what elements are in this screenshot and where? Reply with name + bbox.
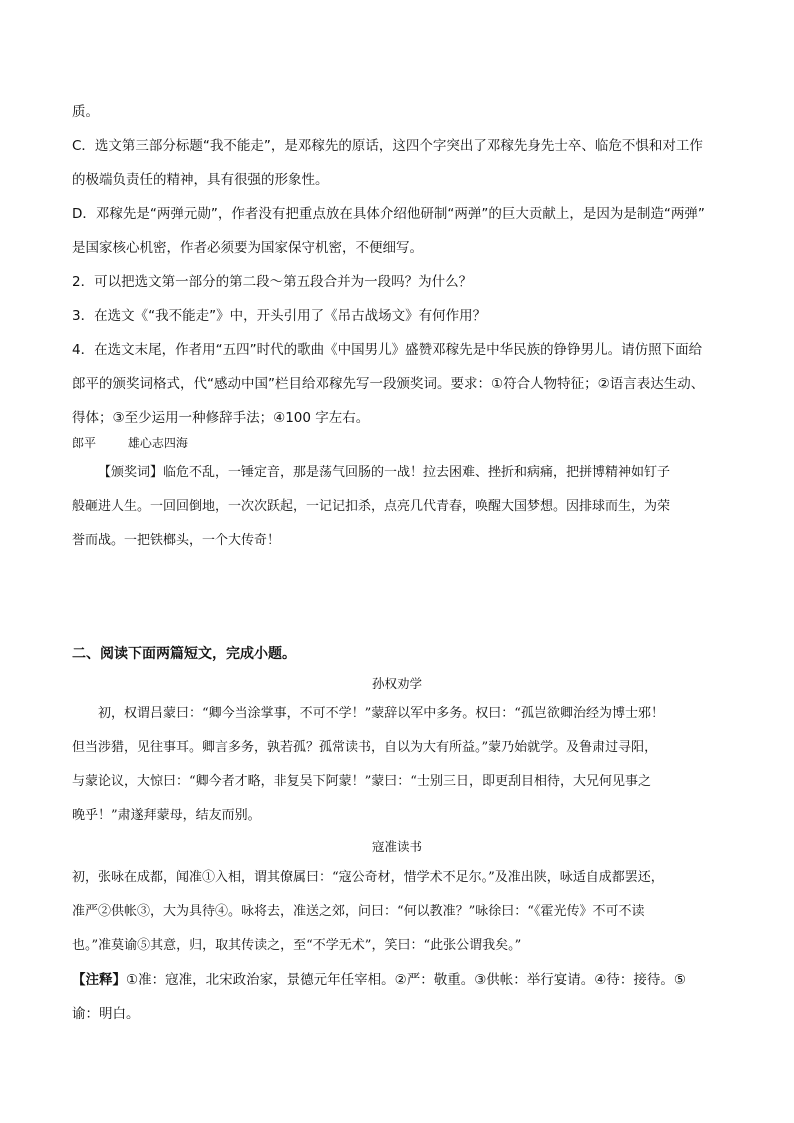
text-line: 质。 xyxy=(72,104,99,120)
notes-line-1 xyxy=(72,963,722,997)
option-c-line-2: 的极端负责任的精神，具有很强的形象性。 xyxy=(72,172,329,188)
question-2: 2．可以把选文第一部分的第二段～第五段合并为一段吗？为什么？ xyxy=(72,274,473,290)
section-2 xyxy=(72,637,722,1031)
notes-line-2: 谕：明白。 xyxy=(72,1006,140,1022)
question-4-line-2: 郎平的颁奖词格式，代“感动中国”栏目给邓稼先写一段颁奖词。要求：①符合人物特征；②语言表达生动、 xyxy=(72,376,705,392)
text2-line-2: 准严②供帐③，大为具待④。咏将去，准送之郊，问曰：“何以教准？”咏徐曰：“《霍光传》不可不读 xyxy=(72,904,645,919)
award-name: 郎平 xyxy=(72,436,97,450)
option-d-line-2: 是国家核心机密，作者必须要为国家保守机密，不便细写。 xyxy=(72,240,423,256)
award-block xyxy=(72,430,722,558)
text2-line-1: 初，张咏在成都，闻准①入相，谓其僚属曰：“寇公奇材，惜学术不足尔。”及准出陕，咏适自成都罢还， xyxy=(72,870,664,885)
award-line-3: 誉而战。一把铁榔头，一个大传奇！ xyxy=(72,533,281,548)
text1-title: 孙权劝学 xyxy=(371,676,422,691)
text1-line-1: 初，权谓吕蒙曰：“卿今当涂掌事，不可不学！”蒙辞以军中多务。权曰：“孤岂欲卿治经为博士邪！ xyxy=(98,706,664,721)
option-d-line-1: D．邓稼先是“两弹元勋”，作者没有把重点放在具体介绍他研制“两弹”的巨大贡献上，是因为是制造“两弹” xyxy=(72,206,705,222)
option-c-line-1: C．选文第三部分标题“我不能走”，是邓稼先的原话，这四个字突出了邓稼先身先士卒、临危不惧和对工作 xyxy=(72,138,703,154)
text1-line-4: 晚乎！”肃遂拜蒙母，结友而别。 xyxy=(72,808,261,823)
text1-line-2: 但当涉猎，见往事耳。卿言多务，孰若孤？孤常读书，自以为大有所益。”蒙乃始就学。及鲁肃过寻阳， xyxy=(72,740,658,755)
text2-line-3: 也。”准莫谕⑤其意，归，取其传读之，至“不学无术”，笑曰：“此张公谓我矣。” xyxy=(72,938,522,953)
award-heading xyxy=(72,430,722,456)
award-line-2: 般砸进人生。一回回倒地，一次次跃起，一记记扣杀，点亮几代青春，唤醒大国梦想。因排球而生，为荣 xyxy=(72,499,671,514)
section-heading: 二、阅读下面两篇短文，完成小题。 xyxy=(72,646,296,662)
award-title: 雄心志四海 xyxy=(127,436,188,450)
text1-line-3: 与蒙论议，大惊曰：“卿今者才略，非复吴下阿蒙！”蒙曰：“士别三日，即更刮目相待，大兄何见事之 xyxy=(72,774,651,789)
text2-title: 寇准读书 xyxy=(371,839,422,854)
question-4-line-1: 4．在选文末尾，作者用“五四”时代的歌曲《中国男儿》盛赞邓稼先是中华民族的铮铮男儿。请仿照下面给 xyxy=(72,342,703,358)
notes-text: ①准：寇准，北宋政治家，景德元年任宰相。②严：敬重。③供帐：举行宴请。④待：接待。⑤ xyxy=(126,972,687,988)
notes-tag: 【注释】 xyxy=(72,972,126,988)
question-4-line-3: 得体；③至少运用一种修辞手法；④100 字左右。 xyxy=(72,410,370,426)
question-3: 3．在选文《“我不能走”》中，开头引用了《吊古战场文》有何作用？ xyxy=(72,308,487,324)
question-block-1 xyxy=(72,95,722,435)
award-line-1: 【颁奖词】临危不乱，一锤定音，那是荡气回肠的一战！拉去困难、挫折和病痛，把拼博精神如钉子 xyxy=(98,465,671,480)
